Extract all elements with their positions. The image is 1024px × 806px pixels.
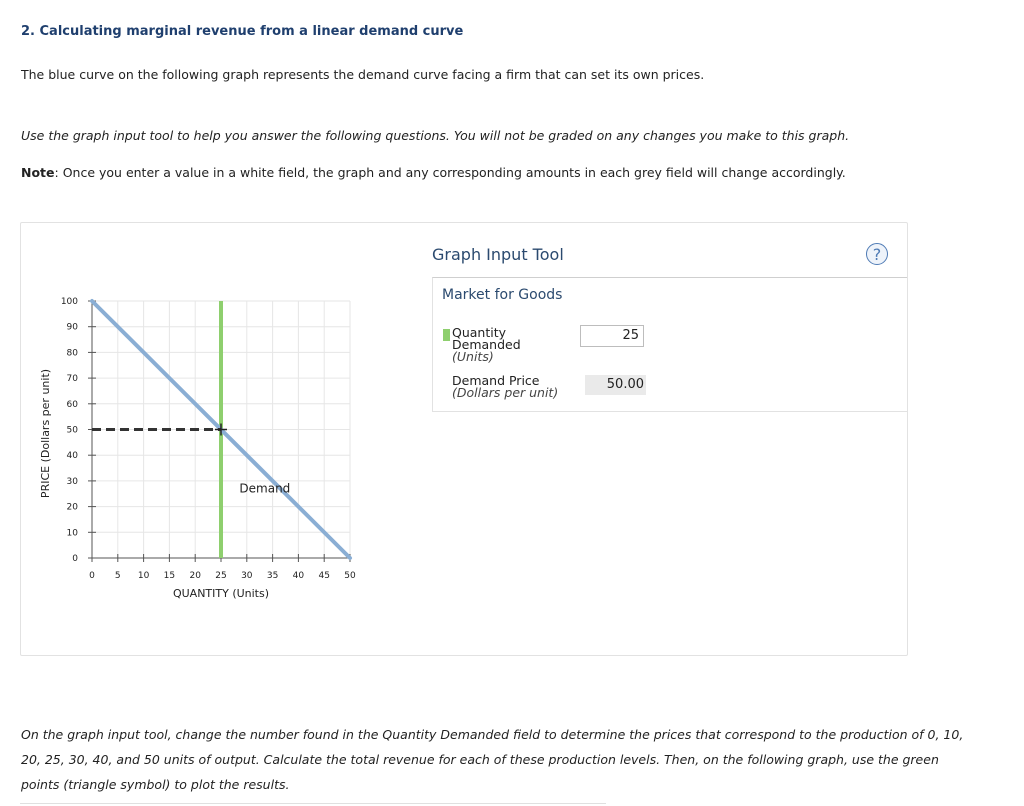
question-heading: 2. Calculating marginal revenue from a linear demand curve — [21, 24, 464, 39]
instruction-text: Use the graph input tool to help you answer the following questions. You will not be graded on any changes you make to this graph. — [21, 128, 850, 143]
demand-label: Demand — [239, 481, 291, 496]
y-tick-label: 20 — [66, 502, 78, 513]
y-tick-label: 50 — [66, 425, 78, 436]
y-tick-label: 100 — [60, 297, 78, 307]
y-tick-label: 80 — [66, 348, 78, 359]
axis-ticks — [61, 297, 356, 581]
y-tick-label: 40 — [66, 451, 78, 462]
market-title: Market for Goods — [442, 287, 563, 303]
y-tick-label: 10 — [66, 528, 78, 539]
quantity-demanded-text: Quantity Demanded — [452, 325, 521, 352]
quantity-units: (Units) — [452, 349, 494, 364]
x-tick-label: 15 — [163, 571, 176, 581]
x-tick-label: 5 — [114, 571, 121, 581]
x-tick-label: 30 — [241, 571, 253, 581]
demand-price-label — [452, 375, 558, 399]
divider — [20, 803, 606, 804]
note-label: Note — [21, 165, 55, 180]
demand-price-text: Demand Price — [452, 373, 540, 388]
y-tick-label: 60 — [66, 399, 78, 410]
x-tick-label: 10 — [137, 571, 150, 581]
intro-text: The blue curve on the following graph represents the demand curve facing a firm that can set its own prices. — [21, 67, 705, 82]
y-tick-label: 90 — [66, 322, 78, 333]
x-tick-label: 35 — [266, 571, 279, 581]
y-tick-label: 0 — [72, 554, 78, 564]
demand-price-field: 50.00 — [585, 375, 646, 395]
bottom-instruction: On the graph input tool, change the number found in the Quantity Demanded field to determine the prices that correspond to the production of 0, 10, 20, 25, 30, 40, and 50 units of output. Calculate the total revenue for each of these production levels. Then, on the following graph, use the green points (triangle symbol) to plot the results. — [21, 727, 964, 792]
y-axis-label: PRICE (Dollars per unit) — [39, 368, 52, 499]
x-tick-label: 50 — [344, 571, 356, 581]
y-tick-label: 30 — [66, 476, 78, 487]
note-body: : Once you enter a value in a white field, the graph and any corresponding amounts in each grey field will change accordingly. — [54, 165, 846, 180]
y-tick-label: 70 — [66, 374, 78, 385]
help-icon[interactable]: ? — [866, 243, 888, 265]
x-tick-label: 40 — [292, 571, 305, 581]
x-tick-label: 20 — [189, 571, 201, 581]
graph-input-tool-title: Graph Input Tool — [432, 245, 564, 264]
x-axis-label: QUANTITY (Units) — [172, 587, 270, 600]
price-units: (Dollars per unit) — [452, 385, 559, 400]
quantity-color-marker — [443, 329, 450, 341]
x-tick-label: 0 — [89, 571, 95, 581]
x-tick-label: 25 — [215, 571, 227, 581]
quantity-demanded-label — [452, 327, 544, 363]
quantity-demanded-input[interactable]: 25 — [580, 325, 644, 347]
x-tick-label: 45 — [318, 571, 330, 581]
